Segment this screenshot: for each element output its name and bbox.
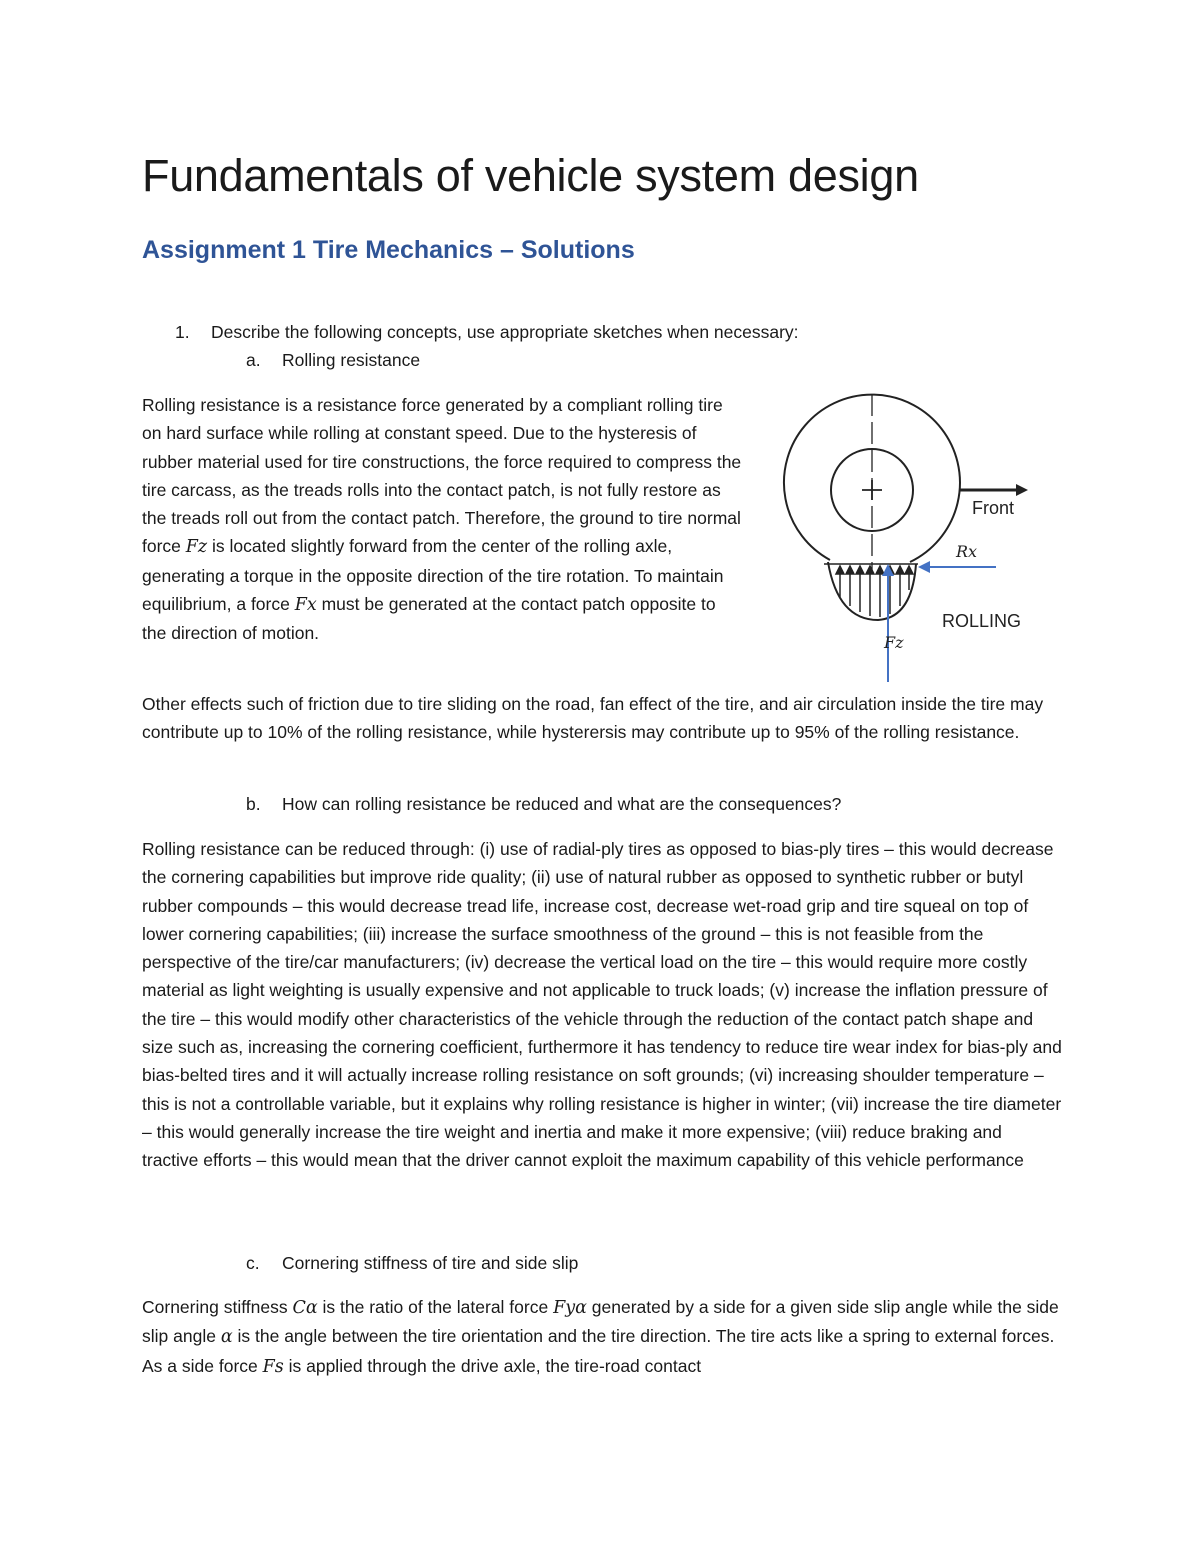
- question-number: 1.: [175, 322, 190, 342]
- part-b-letter: b.: [246, 794, 261, 814]
- part-c-title: Cornering stiffness of tire and side slip: [282, 1253, 579, 1273]
- math-fx: Fx: [294, 595, 317, 616]
- part-b-title: How can rolling resistance be reduced and what are the consequences?: [282, 794, 842, 814]
- rx-label: Rx: [956, 542, 978, 561]
- part-a-letter: a.: [246, 350, 261, 370]
- part-a-heading: [246, 346, 420, 374]
- text-run: is applied through the drive axle, the tire-road contact: [283, 1355, 702, 1376]
- text-run: Cornering stiffness: [142, 1297, 293, 1317]
- question-1: [175, 318, 799, 346]
- other-effects-paragraph: Other effects such of friction due to tire sliding on the road, fan effect of the tire, and air circulation inside the tire may contribute up to 10% of the rolling resistance, while hysterersis may contribute up to 95% of the rolling resistance.: [142, 694, 1044, 743]
- cornering-paragraph: [142, 1293, 1062, 1381]
- rolling-tire-diagram: [760, 392, 1050, 692]
- front-label: Front: [972, 498, 1015, 518]
- text-run: is the angle between the tire orientation and the tire direction. The tire acts like a spring to external forces. As a side force: [142, 1326, 1055, 1376]
- part-b-heading: [246, 790, 841, 818]
- part-a-title: Rolling resistance: [282, 350, 421, 370]
- front-arrow-head: [1016, 484, 1028, 496]
- text-run: is the ratio of the lateral force: [317, 1297, 554, 1317]
- part-c-heading: [246, 1249, 578, 1277]
- text-run: is located slightly forward from the center of the rolling axle, generating a torque in the opposite direction of the tire rotation. To maintain equilibrium, a force: [142, 536, 724, 615]
- text-run: Rolling resistance is a resistance force generated by a compliant rolling tire on hard surface while rolling at constant speed. Due to the hysteresis of rubber material used for tire constructions, the force required to compress the tire carcass, as the treads rolls into the contact patch, is not fully restore as the treads roll out from the contact patch. Therefore, the ground to tire normal force: [142, 395, 742, 557]
- math-fy-alpha: Fyα: [553, 1298, 587, 1318]
- rolling-resistance-paragraph: [142, 391, 742, 648]
- math-fs: Fs: [262, 1356, 284, 1377]
- math-c-alpha: Cα: [292, 1298, 318, 1318]
- text-run: generated by a side for a given side slip angle while the side slip angle: [142, 1297, 1059, 1347]
- reduction-paragraph: Rolling resistance can be reduced through: (i) use of radial-ply tires as opposed to bias-ply tires – this would decrease the cornering capabilities but improve ride quality; (ii) use of natural rubber as opposed to synthetic rubber or butyl rubber compounds – this would decrease tread life, increase cost, decrease wet-road grip and tire squeal on top of lower cornering capabilities; (iii) increase the surface smoothness of the ground – this is not feasible from the perspective of the tire/car manufacturers; (iv) decrease the vertical load on the tire – this would require more costly material as light weighting is usually expensive and not applicable to truck loads; (v) increase the inflation pressure of the tire – this would modify other characteristics of the vehicle through the reduction of the contact patch shape and size such as, increasing the cornering coefficient, furthermore it has tendency to reduce tire wear index for bias-ply and bias-belted tires and it will actually increase rolling resistance on soft grounds; (vi) increasing shoulder temperature – this is not a controllable variable, but it explains why rolling resistance is higher in winter; (vii) increase the tire diameter – this would generally increase the tire weight and inertia and make it more expensive; (viii) reduce braking and tractive efforts – this would mean that the driver cannot exploit the maximum capability of this vehicle performance: [142, 839, 1062, 1171]
- question-text: Describe the following concepts, use appropriate sketches when necessary:: [211, 322, 799, 342]
- part-c-letter: c.: [246, 1253, 260, 1273]
- math-fz: Fz: [185, 537, 208, 558]
- document-subtitle: Assignment 1 Tire Mechanics – Solutions: [142, 236, 635, 264]
- fz-label: Fz: [884, 633, 904, 652]
- rolling-label: ROLLING: [942, 611, 1022, 631]
- text-run: must be generated at the contact patch opposite to the direction of motion.: [142, 594, 716, 644]
- rx-arrow-head: [918, 561, 930, 573]
- math-alpha: α: [220, 1327, 233, 1348]
- document-title: Fundamentals of vehicle system design: [142, 150, 919, 201]
